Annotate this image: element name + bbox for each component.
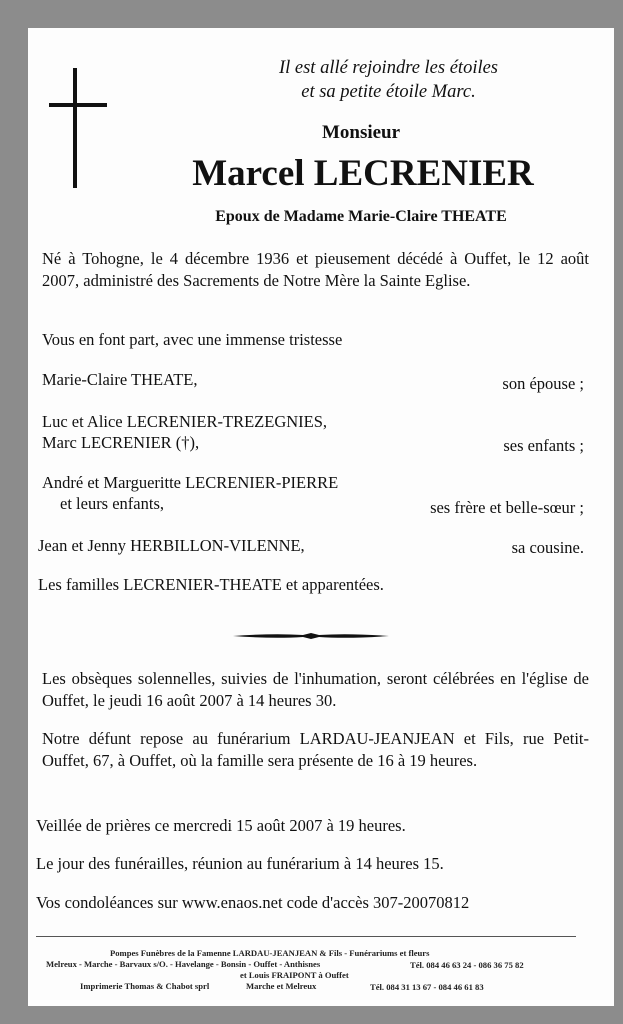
epigraph [28, 56, 614, 104]
footer-printer: Imprimerie Thomas & Chabot sprl [80, 981, 210, 991]
family-name: et leurs enfants, [60, 494, 165, 513]
footer-phone: Tél. 084 46 63 24 - 086 36 75 82 [410, 960, 524, 970]
funeral-text: Les obsèques solennelles, suivies de l'inhumation, seront célébrées en l'église de Ouffet, le jeudi 16 août 2007 à 14 heures 30. [42, 669, 589, 710]
deceased-name: Marcel LECRENIER [192, 153, 534, 194]
family-name: André et Margueritte LECRENIER-PIERRE [42, 473, 339, 492]
footer-line: Melreux - Marche - Barvaux s/O. - Havelange - Bonsin - Ouffet - Anthisnes [46, 959, 321, 969]
family-name: Jean et Jenny HERBILLON-VILENNE, [38, 536, 305, 555]
ornament-divider [233, 631, 389, 641]
family-relation: son épouse ; [502, 374, 584, 393]
rest-text: Notre défunt repose au funérarium LARDAU-JEANJEAN et Fils, rue Petit-Ouffet, 67, à Ouffet, où la famille sera présente de 16 à 19 heures. [42, 729, 589, 770]
footer-phone: Tél. 084 31 13 67 - 084 46 61 83 [370, 982, 484, 992]
family-name: Marie-Claire THEATE, [42, 370, 198, 389]
footer-divider [36, 936, 576, 937]
family-name: Marc LECRENIER (†), [42, 433, 200, 452]
families-text: Les familles LECRENIER-THEATE et apparentées. [38, 575, 384, 594]
footer-location: Marche et Melreux [246, 981, 317, 991]
vigil-text: Veillée de prières ce mercredi 15 août 2007 à 19 heures. [36, 816, 406, 835]
obituary-card [28, 28, 614, 1006]
salutation: Monsieur [321, 122, 401, 143]
footer-line: et Louis FRAIPONT à Ouffet [240, 970, 349, 980]
family-relation: ses enfants ; [503, 436, 584, 455]
condolences-text: Vos condoléances sur www.enaos.net code d'accès 307-20070812 [36, 893, 470, 912]
family-name: Luc et Alice LECRENIER-TREZEGNIES, [42, 412, 328, 431]
spouse-line: Epoux de Madame Marie-Claire THEATE [215, 208, 507, 225]
family-relation: ses frère et belle-sœur ; [430, 498, 584, 517]
meeting-text: Le jour des funérailles, réunion au funérarium à 14 heures 15. [36, 854, 444, 873]
intro-text: Vous en font part, avec une immense tristesse [42, 330, 343, 349]
epigraph-line: Il est allé rejoindre les étoiles [278, 58, 499, 78]
epigraph-line: et sa petite étoile Marc. [301, 82, 476, 102]
birth-death-text: Né à Tohogne, le 4 décembre 1936 et pieusement décédé à Ouffet, le 12 août 2007, administré des Sacrements de Notre Mère la Sainte Eglise. [42, 249, 589, 290]
footer-line: Pompes Funèbres de la Famenne LARDAU-JEANJEAN & Fils - Funérariums et fleurs [110, 948, 430, 958]
family-relation: sa cousine. [511, 538, 584, 557]
